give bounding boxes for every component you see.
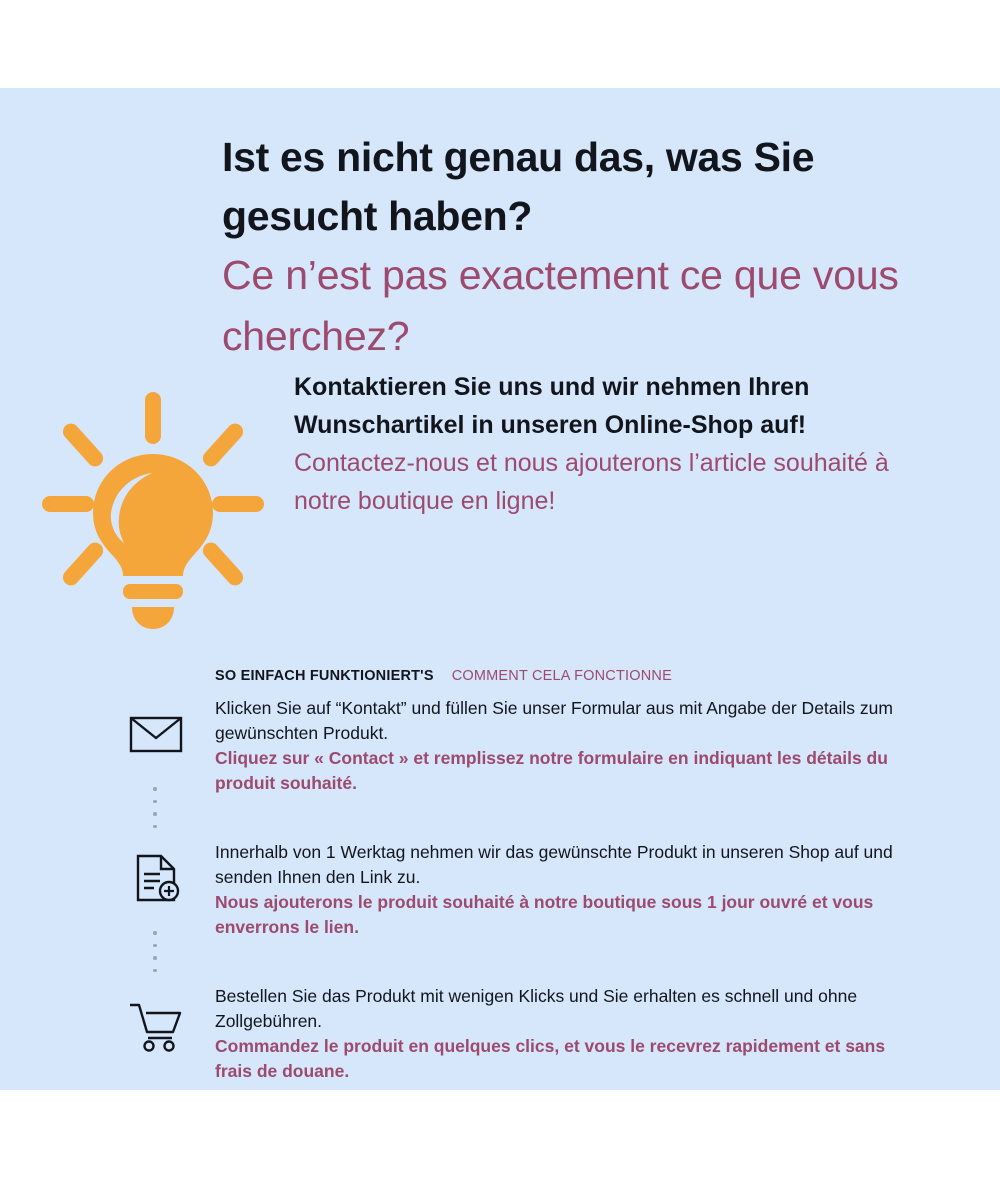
promo-banner (0, 88, 1000, 1090)
step-body (215, 696, 925, 795)
step-text-de: Bestellen Sie das Produkt mit wenigen Klicks und Sie erhalten es schnell und ohne Zollgebühren. (215, 986, 858, 1031)
step-text-fr: Nous ajouterons le produit souhaité à notre boutique sous 1 jour ouvré et vous enverrons le lien. (215, 891, 874, 937)
envelope-icon (126, 704, 186, 764)
step-body (215, 840, 925, 939)
lightbulb-icon (38, 386, 268, 636)
intro-text-fr: Contactez-nous et nous ajouterons l’article souhaité à notre boutique en ligne! (294, 449, 889, 515)
step-text-de: Klicken Sie auf “Kontakt” und füllen Sie unser Formular aus mit Angabe der Details zum gewünschten Produkt. (215, 698, 893, 743)
step-connector-dots (153, 931, 157, 972)
intro-text (294, 368, 914, 520)
page-title-french: Ce n’est pas exactement ce que vous cherchez? (222, 252, 899, 359)
headline-block (222, 128, 942, 367)
step-connector-dots (153, 787, 157, 828)
page-title: Ist es nicht genau das, was Sie gesucht haben? (222, 134, 815, 239)
step-text-fr: Commandez le produit en quelques clics, et vous le recevrez rapidement et sans frais de douane. (215, 1035, 886, 1081)
intro-text-de: Kontaktieren Sie uns und wir nehmen Ihren Wunschartikel in unseren Online-Shop auf! (294, 373, 810, 439)
steps-header-fr: COMMENT CELA FONCTIONNE (451, 668, 672, 684)
step-text-de: Innerhalb von 1 Werktag nehmen wir das gewünschte Produkt in unseren Shop auf und senden Ihnen den Link zu. (215, 842, 893, 887)
steps-header (215, 668, 672, 684)
steps-header-de: SO EINFACH FUNKTIONIERT'S (215, 668, 434, 684)
document-add-icon (126, 848, 186, 908)
step-text-fr: Cliquez sur « Contact » et remplissez notre formulaire en indiquant les détails du produit souhaité. (215, 747, 888, 793)
shopping-cart-icon (126, 994, 186, 1054)
step-body (215, 984, 925, 1083)
